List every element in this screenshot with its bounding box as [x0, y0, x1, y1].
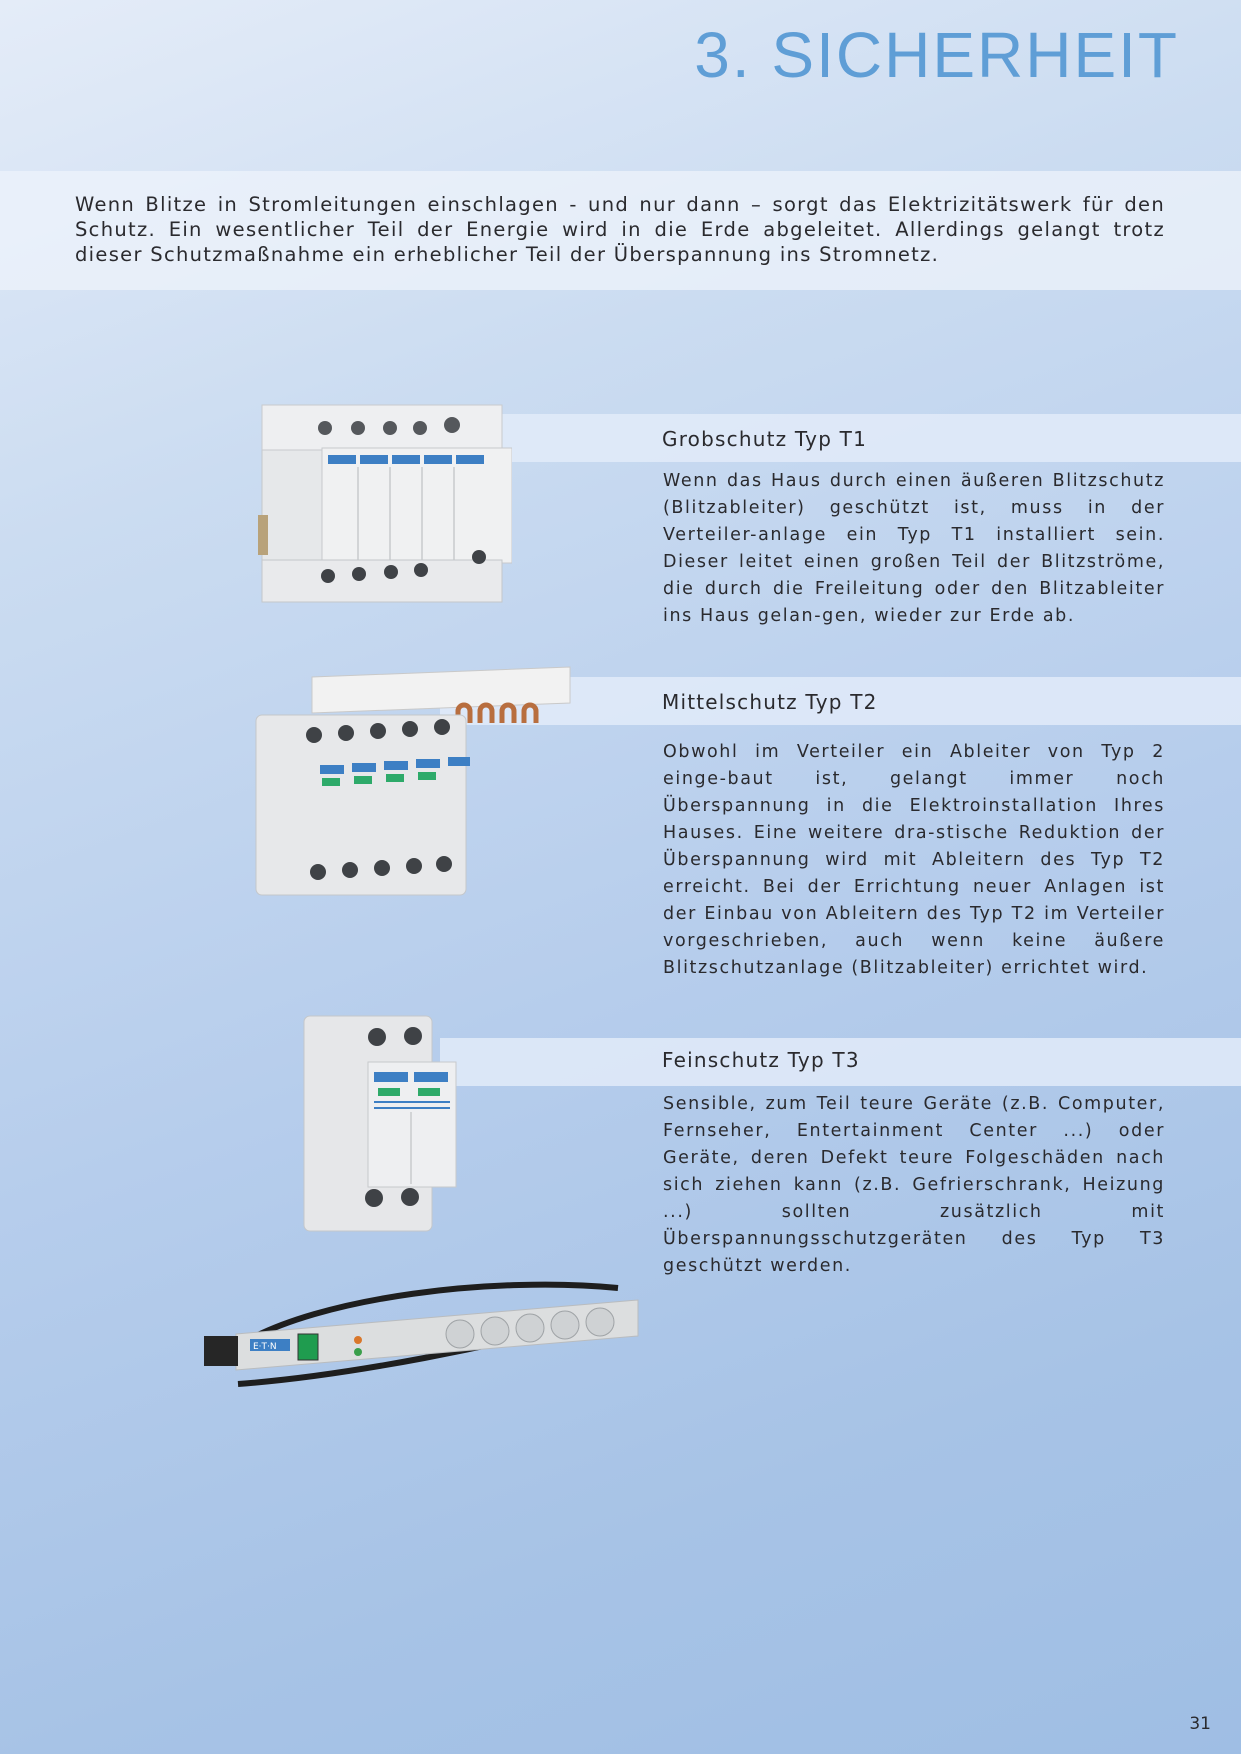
power-strip-image — [198, 1276, 648, 1391]
section-heading-t2: Mittelschutz Typ T2 — [662, 690, 878, 714]
page-number: 31 — [1189, 1714, 1211, 1734]
page-title: 3. SICHERHEIT — [694, 19, 1179, 91]
intro-paragraph: Wenn Blitze in Stromleitungen einschlagen - und nur dann – sorgt das Elektrizitätswerk für den Schutz. Ein wesentlicher Teil der Energie wird in die Erde abgeleitet. Allerdings gelangt trotz dieser Schutzmaßnahme ein erheblicher Teil der Überspannung ins Stromnetz. — [75, 193, 1165, 266]
surge-arrester-t3-image — [300, 1012, 460, 1237]
section-heading-t1: Grobschutz Typ T1 — [662, 427, 868, 451]
section-body-t1: Wenn das Haus durch einen äußeren Blitzschutz (Blitzableiter) geschützt ist, muss in der Verteiler-anlage ein Typ T1 installiert sein. Dieser leitet einen großen Teil der Blitzströme, die durch die Freileitung oder den Blitzableiter ins Haus gelan-gen, wieder zur Erde ab. — [663, 471, 1165, 626]
section-body-t2: Obwohl im Verteiler ein Ableiter von Typ 2 einge-baut ist, gelangt immer noch Überspannung in die Elektroinstallation Ihres Hauses. Eine weitere dra-stische Reduktion der Überspannung wird mit Ableitern des Typ T2 erreicht. Bei der Errichtung neuer Anlagen ist der Einbau von Ableitern des Typ T2 im Verteiler vorgeschrieben, auch wenn keine äußere Blitzschutzanlage (Blitzableiter) errichtet wird. — [663, 742, 1165, 978]
section-heading-t3: Feinschutz Typ T3 — [662, 1048, 860, 1072]
power-strip-logo: E·T·N — [253, 1342, 277, 1352]
surge-arrester-t1-image — [258, 395, 512, 607]
section-body-t3: Sensible, zum Teil teure Geräte (z.B. Computer, Fernseher, Entertainment Center ...) oder Geräte, deren Defekt teure Folgeschäden nach sich ziehen kann (z.B. Gefrierschrank, Heizung ...) sollten zusätzlich mit Überspannungsschutzgeräten des Typ T3 geschützt werden. — [663, 1094, 1165, 1276]
surge-arrester-t2-image — [250, 665, 575, 905]
